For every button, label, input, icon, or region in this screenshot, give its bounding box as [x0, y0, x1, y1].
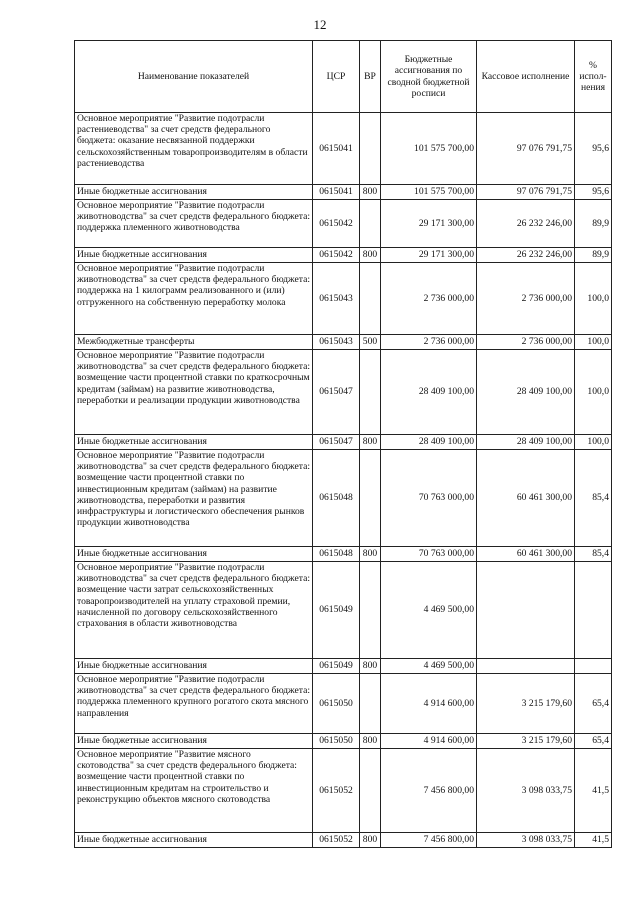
row-csr: 0615048 [313, 450, 360, 547]
row-execution: 3 098 033,75 [477, 749, 575, 833]
row-budget: 4 469 500,00 [381, 562, 477, 659]
row-execution: 2 736 000,00 [477, 263, 575, 335]
row-name: Основное мероприятие "Развитие подотрасли животноводства" за счет средств федерального бюджета: возмещение части процентной ставки по краткосрочным кредитам (займам) на развитие животноводства, переработки и реализации продукции животноводства [75, 350, 313, 435]
row-budget: 70 763 000,00 [381, 547, 477, 562]
row-name: Иные бюджетные ассигнования [75, 435, 313, 450]
row-percent: 85,4 [575, 547, 612, 562]
row-execution: 28 409 100,00 [477, 435, 575, 450]
table-row [75, 185, 612, 200]
row-vr: 800 [360, 248, 381, 263]
row-execution: 60 461 300,00 [477, 450, 575, 547]
row-csr: 0615043 [313, 335, 360, 350]
row-csr: 0615050 [313, 674, 360, 734]
row-percent [575, 562, 612, 659]
row-name: Межбюджетные трансферты [75, 335, 313, 350]
row-csr: 0615048 [313, 547, 360, 562]
table-row [75, 113, 612, 185]
row-csr: 0615052 [313, 833, 360, 848]
header-budget: Бюджетные ассигнования по сводной бюджетной росписи [381, 41, 477, 113]
row-csr: 0615047 [313, 350, 360, 435]
header-row [75, 41, 612, 113]
row-csr: 0615041 [313, 113, 360, 185]
row-name: Основное мероприятие "Развитие подотрасли растениеводства" за счет средств федерального бюджета: оказание несвязанной поддержки сельскохозяйственным товаропроизводителям в области растениеводства [75, 113, 313, 185]
table-row [75, 248, 612, 263]
row-execution: 60 461 300,00 [477, 547, 575, 562]
row-name: Основное мероприятие "Развитие подотрасли животноводства" за счет средств федерального бюджета: возмещение части затрат сельскохозяйственных товаропроизводителей на уплату страховой премии, начисленной по договору сельскохозяйственного страхования в области животноводства [75, 562, 313, 659]
row-name: Иные бюджетные ассигнования [75, 659, 313, 674]
row-name: Основное мероприятие "Развитие подотрасли животноводства" за счет средств федерального бюджета: возмещение части процентной ставки по инвестиционным кредитам (займам) на развитие животноводства, переработки и развития инфраструктуры и логистического обеспечения рынков продукции животноводства [75, 450, 313, 547]
row-name: Основное мероприятие "Развитие подотрасли животноводства" за счет средств федерального бюджета: поддержка племенного животноводства [75, 200, 313, 248]
row-vr [360, 200, 381, 248]
row-vr: 800 [360, 547, 381, 562]
row-vr [360, 562, 381, 659]
table-row [75, 263, 612, 335]
row-percent: 89,9 [575, 248, 612, 263]
row-execution: 3 215 179,60 [477, 734, 575, 749]
row-percent: 41,5 [575, 833, 612, 848]
row-budget: 4 469 500,00 [381, 659, 477, 674]
page-number: 12 [313, 17, 327, 32]
row-percent: 95,6 [575, 185, 612, 200]
row-vr: 500 [360, 335, 381, 350]
row-budget: 101 575 700,00 [381, 185, 477, 200]
table-row [75, 547, 612, 562]
row-percent: 41,5 [575, 749, 612, 833]
row-execution: 26 232 246,00 [477, 248, 575, 263]
row-execution: 3 098 033,75 [477, 833, 575, 848]
table-row [75, 833, 612, 848]
table-row [75, 659, 612, 674]
table-row [75, 674, 612, 734]
row-execution: 97 076 791,75 [477, 185, 575, 200]
row-name: Иные бюджетные ассигнования [75, 185, 313, 200]
row-csr: 0615049 [313, 659, 360, 674]
row-percent: 65,4 [575, 734, 612, 749]
row-csr: 0615050 [313, 734, 360, 749]
row-percent: 100,0 [575, 435, 612, 450]
table-row [75, 200, 612, 248]
row-vr: 800 [360, 435, 381, 450]
header-percent: % испол-нения [575, 41, 612, 113]
row-csr: 0615041 [313, 185, 360, 200]
row-budget: 70 763 000,00 [381, 450, 477, 547]
row-execution: 28 409 100,00 [477, 350, 575, 435]
row-name: Иные бюджетные ассигнования [75, 734, 313, 749]
row-name: Основное мероприятие "Развитие подотрасли животноводства" за счет средств федерального бюджета: поддержка на 1 килограмм реализованного и (или) отгруженного на собственную переработку молока [75, 263, 313, 335]
row-csr: 0615042 [313, 248, 360, 263]
row-execution: 26 232 246,00 [477, 200, 575, 248]
row-csr: 0615043 [313, 263, 360, 335]
row-budget: 2 736 000,00 [381, 263, 477, 335]
row-csr: 0615047 [313, 435, 360, 450]
row-execution: 97 076 791,75 [477, 113, 575, 185]
row-percent: 100,0 [575, 350, 612, 435]
header-csr: ЦСР [313, 41, 360, 113]
row-name: Иные бюджетные ассигнования [75, 248, 313, 263]
row-budget: 4 914 600,00 [381, 734, 477, 749]
row-percent: 65,4 [575, 674, 612, 734]
row-vr: 800 [360, 833, 381, 848]
table-row [75, 749, 612, 833]
row-csr: 0615042 [313, 200, 360, 248]
row-budget: 7 456 800,00 [381, 749, 477, 833]
row-vr: 800 [360, 185, 381, 200]
row-vr [360, 674, 381, 734]
row-name: Иные бюджетные ассигнования [75, 547, 313, 562]
row-execution [477, 659, 575, 674]
row-vr [360, 749, 381, 833]
row-execution [477, 562, 575, 659]
row-csr: 0615052 [313, 749, 360, 833]
table-row [75, 435, 612, 450]
row-budget: 101 575 700,00 [381, 113, 477, 185]
table-row [75, 734, 612, 749]
header-execution: Кассовое исполнение [477, 41, 575, 113]
row-budget: 2 736 000,00 [381, 335, 477, 350]
row-percent: 100,0 [575, 263, 612, 335]
row-name: Иные бюджетные ассигнования [75, 833, 313, 848]
row-budget: 28 409 100,00 [381, 350, 477, 435]
row-execution: 2 736 000,00 [477, 335, 575, 350]
row-percent [575, 659, 612, 674]
row-percent: 95,6 [575, 113, 612, 185]
row-vr [360, 450, 381, 547]
row-budget: 28 409 100,00 [381, 435, 477, 450]
row-vr: 800 [360, 734, 381, 749]
row-budget: 7 456 800,00 [381, 833, 477, 848]
budget-execution-table [74, 40, 612, 848]
table-row [75, 562, 612, 659]
row-execution: 3 215 179,60 [477, 674, 575, 734]
row-budget: 4 914 600,00 [381, 674, 477, 734]
row-name: Основное мероприятие "Развитие подотрасли животноводства" за счет средств федерального бюджета: поддержка племенного крупного рогатого скота мясного направления [75, 674, 313, 734]
table-row [75, 450, 612, 547]
row-percent: 89,9 [575, 200, 612, 248]
row-vr [360, 263, 381, 335]
row-percent: 85,4 [575, 450, 612, 547]
row-budget: 29 171 300,00 [381, 200, 477, 248]
table-row [75, 350, 612, 435]
row-percent: 100,0 [575, 335, 612, 350]
header-name: Наименование показателей [75, 41, 313, 113]
row-vr: 800 [360, 659, 381, 674]
table-row [75, 335, 612, 350]
header-vr: ВР [360, 41, 381, 113]
row-csr: 0615049 [313, 562, 360, 659]
row-name: Основное мероприятие "Развитие мясного скотоводства" за счет средств федерального бюджета: возмещение части процентной ставки по инвестиционным кредитам на строительство и реконструкцию объектов мясного скотоводства [75, 749, 313, 833]
row-vr [360, 113, 381, 185]
row-budget: 29 171 300,00 [381, 248, 477, 263]
row-vr [360, 350, 381, 435]
